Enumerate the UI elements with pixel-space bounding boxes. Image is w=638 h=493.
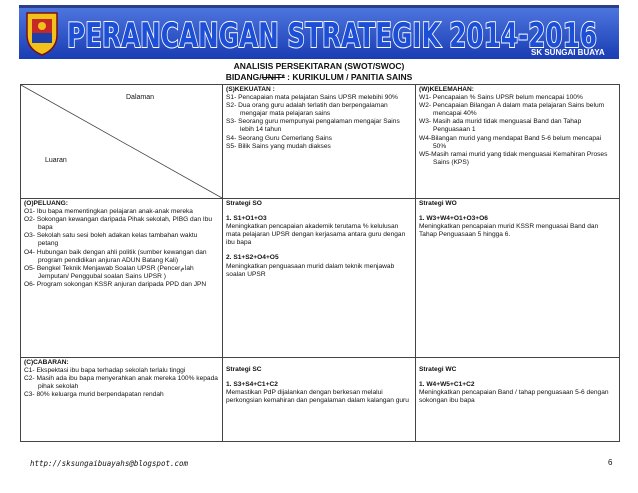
field-line xyxy=(0,72,638,83)
opportunities-cell xyxy=(21,199,223,358)
page-number: 6 xyxy=(608,458,613,467)
challenges-cell xyxy=(21,358,223,442)
opportunities-heading: (O)PELUANG: xyxy=(24,200,68,207)
weaknesses-cell xyxy=(416,85,620,199)
strategy-code: 1. W3+W4+O1+O3+O6 xyxy=(419,215,488,223)
list-item: W1- Pencapaian % Sains UPSR belum mencapai 100% xyxy=(419,94,583,102)
list-item: S5- Bilik Sains yang mudah diakses xyxy=(226,142,331,150)
strategy-code: 1. S1+O1+O3 xyxy=(226,215,267,223)
field-prefix: BIDANG/ xyxy=(225,72,262,82)
strategy-text: Meningkatkan pencapaian murid KSSR menguasai Band dan Tahap Penguasaan 5 hingga 6. xyxy=(419,223,599,239)
strategy-code: 1. S3+S4+C1+C2 xyxy=(226,381,278,389)
list-item: O5- Bengkel Teknik Menjawab Soalan UPSR (Pencerامah Jemputan/ Penggubal soalan Sains UPSR ) xyxy=(24,264,194,280)
list-item: S3- Seorang guru mempunyai pengalaman mengajar Sains lebih 14 tahun xyxy=(226,118,400,134)
analysis-title: ANALISIS PERSEKITARAN (SWOT/SWOC) xyxy=(233,61,405,71)
internal-label: Dalaman xyxy=(126,94,155,101)
list-item: C1- Ekspektasi ibu bapa terhadap sekolah terlalu tinggi xyxy=(24,367,186,375)
list-item: S4- Seorang Guru Cemerlang Sains xyxy=(226,134,332,142)
strategy-text: Meningkatkan pencapaian Band / tahap penguasaan 5-6 dengan sokongan ibu bapa xyxy=(419,389,609,405)
strengths-heading: (S)KEKUATAN : xyxy=(226,86,275,93)
corner-cell xyxy=(21,85,223,199)
strategy-text: Memastikan PdP dijalankan dengan berkesan melalui perkongsian kemahiran dan pengalaman dalam kalangan guru xyxy=(226,389,409,405)
list-item: O3- Sekolah satu sesi boleh adakan kelas tambahan waktu petang xyxy=(24,232,198,248)
strategy-wc-cell xyxy=(416,358,620,442)
diagonal-divider xyxy=(21,85,222,198)
list-item: W5-Masih ramai murid yang tidak menguasai Kemahiran Proses Sains (KPS) xyxy=(419,150,608,166)
list-item: O2- Sokongan kewangan daripada Pihak sekolah, PIBG dan Ibu bapa xyxy=(24,216,213,232)
list-item: W4-Bilangan murid yang mendapat Band 5-6 belum mencapai 50% xyxy=(419,134,602,150)
list-item: C2- Masih ada ibu bapa menyerahkan anak mereka 100% kepada pihak sekolah xyxy=(24,375,218,391)
weaknesses-heading: (W)KELEMAHAN: xyxy=(419,86,474,93)
title-banner xyxy=(19,5,619,59)
school-crest-icon xyxy=(27,13,57,55)
list-item: W2- Pencapaian Bilangan A dalam mata pelajaran Sains belum mencapai 40% xyxy=(419,102,605,118)
strategy-code: 2. S1+S2+O4+O5 xyxy=(226,254,279,262)
challenges-heading: (C)CABARAN: xyxy=(24,359,69,366)
list-item: S2- Dua orang guru adalah terlatih dan berpengalaman mengajar mata pelajaran sains xyxy=(226,102,388,118)
banner-title: PERANCANGAN STRATEGIK 2014-2016 xyxy=(67,16,597,56)
strategy-text: Meningkatkan penguasaan murid dalam teknik menjawab soalan UPSR xyxy=(226,262,395,278)
list-item: C3- 80% keluarga murid berpendapatan rendah xyxy=(24,391,164,399)
list-item: W3- Masih ada murid tidak menguasai Band dan Tahap Penguasaan 1 xyxy=(419,118,582,134)
list-item: O1- Ibu bapa mementingkan pelajaran anak-anak mereka xyxy=(24,208,193,216)
field-suffix: : KURIKULUM / PANITIA SAINS xyxy=(284,72,413,82)
strategy-wc-heading: Strategi WC xyxy=(419,366,457,373)
strategy-sc-heading: Strategi SC xyxy=(226,366,262,373)
swot-matrix xyxy=(20,84,620,442)
strategy-so-heading: Strategi SO xyxy=(226,200,262,207)
banner-school: SK SUNGAI BUAYA xyxy=(531,48,605,57)
list-item: S1- Pencapaian mata pelajatan Sains UPSR melebihi 90% xyxy=(226,94,398,102)
strategy-so-cell xyxy=(223,199,416,358)
external-label: Luaran xyxy=(45,157,67,164)
strategy-wo-cell xyxy=(416,199,620,358)
list-item: O4- Hubungan baik dengan ahli politik (sumber kewangan dan program pendidikan anjuran ADUN Batang Kali) xyxy=(24,248,207,264)
strategy-wo-heading: Strategi WO xyxy=(419,200,457,207)
strategy-text: Meningkatkan pencapaian akademik terutama % kelulusan mata pelajaran UPSR dengan kerjasama antara guru dengan ibu bapa xyxy=(226,223,406,247)
strategy-code: 1. W4+W5+C1+C2 xyxy=(419,381,475,389)
footer-link[interactable]: http://sksungaibuayahs@blogspot.com xyxy=(30,459,189,468)
strategy-sc-cell xyxy=(223,358,416,442)
strengths-cell xyxy=(223,85,416,199)
field-struck: UNIT* xyxy=(261,72,285,82)
list-item: O6- Program sokongan KSSR anjuran daripada PPD dan JPN xyxy=(24,280,207,288)
document-subtitle xyxy=(0,61,638,83)
